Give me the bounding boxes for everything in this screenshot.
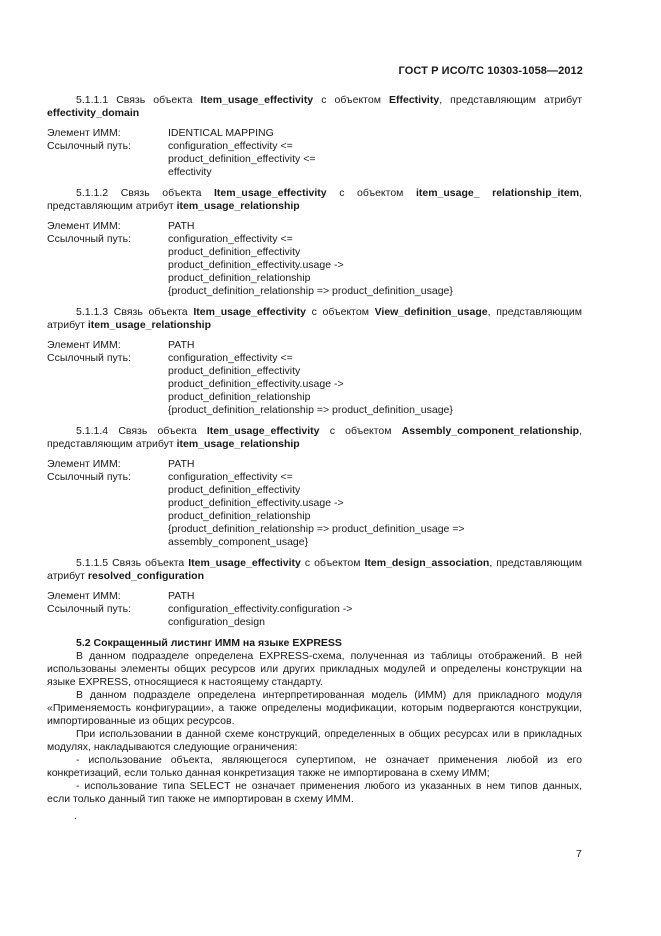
- title-text: , представляющим атрибут: [47, 187, 582, 212]
- path-label: Ссылочный путь:: [47, 603, 131, 615]
- title-text: Связь объекта: [108, 425, 207, 437]
- mapping-title: [47, 94, 582, 120]
- mapping-table: [47, 127, 582, 179]
- title-text: с объектом: [300, 557, 365, 569]
- path-line: configuration_effectivity.configuration ->: [168, 603, 353, 615]
- section-number: 5.1.1.4: [76, 425, 109, 437]
- element-value: PATH: [168, 590, 195, 602]
- entity-name: Item_usage_effectivity: [188, 557, 301, 569]
- path-line: product_definition_effectivity <=: [168, 153, 316, 165]
- paragraph: В данном подразделе определена EXPRESS-схема, полученная из таблицы отображений. В ней использованы элементы общих ресурсов или других прикладных модулей и определены конструкции на языке EXPRESS, относящиеся к настоящему стандарту.: [47, 650, 582, 688]
- entity-name: Item_usage_effectivity: [193, 306, 306, 318]
- mapping-title: [47, 306, 582, 332]
- attribute-name: resolved_configuration: [87, 570, 204, 582]
- path-line: product_definition_effectivity.usage ->: [168, 378, 344, 390]
- mapping-title: [47, 425, 582, 451]
- path-row: [47, 352, 582, 417]
- title-text: Связь объекта: [108, 306, 194, 318]
- title-text: с объектом: [313, 94, 389, 106]
- constraint-item: - использование объекта, являющегося супертипом, не означает применения любой из его конкретизаций, если только данная конкретизация также не импортирована в схему ИММ;: [47, 754, 582, 779]
- attribute-name: item_usage_relationship: [87, 319, 212, 331]
- path-line: assembly_component_usage}: [168, 536, 309, 548]
- path-line: configuration_effectivity <=: [168, 471, 293, 483]
- path-values: [168, 352, 582, 417]
- path-line: product_definition_relationship: [168, 510, 311, 522]
- path-line: configuration_effectivity <=: [168, 140, 293, 152]
- path-line: {product_definition_relationship => product_definition_usage}: [168, 285, 453, 297]
- path-line: product_definition_relationship: [168, 272, 311, 284]
- page-number: 7: [576, 848, 582, 860]
- path-line: {product_definition_relationship => product_definition_usage =>: [168, 523, 465, 535]
- path-line: configuration_effectivity <=: [168, 233, 293, 245]
- attribute-name: effectivity_domain: [47, 107, 140, 119]
- title-text: с объектом: [326, 187, 416, 199]
- title-text: с объектом: [319, 425, 402, 437]
- mapping-section: [47, 187, 582, 298]
- page-content: [47, 94, 582, 823]
- title-text: , представляющим атрибут: [47, 425, 582, 450]
- trailing-dot: .: [74, 810, 77, 822]
- mapping-table: [47, 339, 582, 417]
- path-values: [168, 471, 582, 549]
- mapping-section: [47, 306, 582, 417]
- attribute-name: item_usage_relationship: [176, 438, 300, 450]
- section-number: 5.1.1.1: [76, 94, 109, 106]
- title-text: , представляющим атрибут: [439, 94, 583, 106]
- path-line: product_definition_effectivity.usage ->: [168, 259, 344, 271]
- target-entity: Item_design_association: [364, 557, 490, 569]
- paragraph: При использовании в данной схеме конструкций, определенных в общих ресурсах или в прикладных модулях, накладываются следующие ограничения:: [47, 728, 582, 753]
- path-line: {product_definition_relationship => product_definition_usage}: [168, 404, 453, 416]
- element-row: [47, 458, 582, 471]
- mapping-section: [47, 94, 582, 179]
- section-number: 5.1.1.2: [76, 187, 109, 199]
- path-row: [47, 471, 582, 549]
- element-value: PATH: [168, 339, 195, 351]
- title-text: Связь объекта: [108, 557, 189, 569]
- section-number: 5.1.1.5: [76, 557, 109, 569]
- path-row: [47, 603, 582, 629]
- path-line: product_definition_effectivity: [168, 365, 301, 377]
- path-row: [47, 140, 582, 179]
- path-values: [168, 140, 582, 179]
- attribute-name: item_usage_relationship: [176, 200, 300, 212]
- title-text: Связь объекта: [108, 94, 201, 106]
- mapping-title: [47, 187, 582, 213]
- element-row: [47, 220, 582, 233]
- element-label: Элемент ИММ:: [47, 339, 121, 351]
- target-entity: Effectivity: [389, 94, 440, 106]
- section-heading-5-2: 5.2 Сокращенный листинг ИММ на языке EXPRESS: [76, 637, 342, 649]
- target-entity: Assembly_component_relationship: [401, 425, 580, 437]
- element-row: [47, 339, 582, 352]
- element-row: [47, 127, 582, 140]
- entity-name: Item_usage_effectivity: [206, 425, 320, 437]
- mapping-sections: [47, 94, 582, 629]
- entity-name: Item_usage_effectivity: [200, 94, 314, 106]
- path-label: Ссылочный путь:: [47, 471, 131, 483]
- mapping-table: [47, 590, 582, 629]
- element-value: PATH: [168, 458, 195, 470]
- element-row: [47, 590, 582, 603]
- target-entity: item_usage_ relationship_item: [415, 187, 580, 199]
- title-text: , представляющим атрибут: [47, 306, 582, 331]
- path-row: [47, 233, 582, 298]
- path-line: product_definition_effectivity: [168, 484, 301, 496]
- path-line: product_definition_effectivity: [168, 246, 301, 258]
- path-line: product_definition_effectivity.usage ->: [168, 497, 344, 509]
- entity-name: Item_usage_effectivity: [213, 187, 327, 199]
- mapping-table: [47, 458, 582, 549]
- path-label: Ссылочный путь:: [47, 352, 131, 364]
- title-text: Связь объекта: [108, 187, 214, 199]
- target-entity: View_definition_usage: [374, 306, 488, 318]
- mapping-table: [47, 220, 582, 298]
- paragraph: В данном подразделе определена интерпретированная модель (ИММ) для прикладного модуля «Применяемость конфигурации», а также определены модификации, которым подвергаются конструкции, импортированные из общих ресурсов.: [47, 689, 582, 727]
- element-value: PATH: [168, 220, 195, 232]
- element-label: Элемент ИММ:: [47, 220, 121, 232]
- path-label: Ссылочный путь:: [47, 140, 131, 152]
- mapping-section: [47, 557, 582, 629]
- element-value: IDENTICAL MAPPING: [168, 127, 274, 139]
- path-values: [168, 233, 582, 298]
- path-line: configuration_effectivity <=: [168, 352, 293, 364]
- standard-header: ГОСТ Р ИСО/ТС 10303-1058—2012: [398, 65, 583, 77]
- element-label: Элемент ИММ:: [47, 590, 121, 602]
- title-text: с объектом: [305, 306, 375, 318]
- section-number: 5.1.1.3: [76, 306, 109, 318]
- constraint-item: - использование типа SELECT не означает применения любого из указанных в нем типов данных, если только данный тип также не импортирован в схему ИММ.: [47, 780, 582, 805]
- path-line: product_definition_relationship: [168, 391, 311, 403]
- path-label: Ссылочный путь:: [47, 233, 131, 245]
- mapping-section: [47, 425, 582, 549]
- element-label: Элемент ИММ:: [47, 458, 121, 470]
- path-line: effectivity: [168, 166, 212, 178]
- title-text: , представляющим атрибут: [47, 557, 583, 582]
- path-line: configuration_design: [168, 616, 265, 628]
- path-values: [168, 603, 582, 629]
- element-label: Элемент ИММ:: [47, 127, 121, 139]
- mapping-title: [47, 557, 582, 583]
